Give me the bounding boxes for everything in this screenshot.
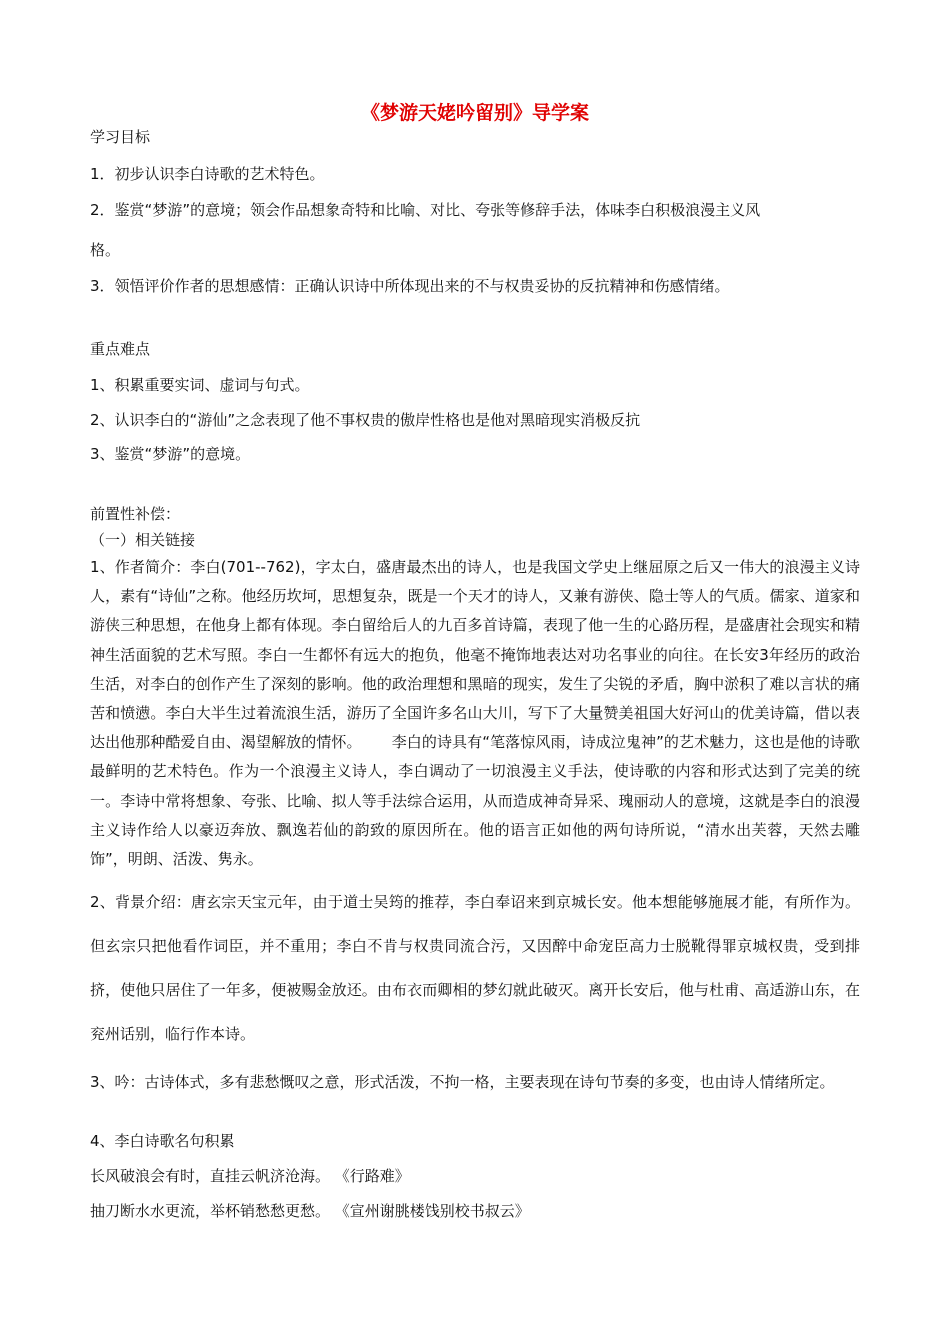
quote-1: 长风破浪会有时，直挂云帆济沧海。 《行路难》: [90, 1167, 410, 1185]
preview-subheading: （一）相关链接: [90, 531, 196, 549]
quote-2: 抽刀断水水更流，举杯销愁愁更愁。 《宣州谢朓楼饯别校书叔云》: [90, 1202, 530, 1220]
background-paragraph: 2、背景介绍：唐玄宗天宝元年，由于道士吴筠的推荐，李白奉诏来到京城长安。他本想能够施展才能，有所作为。但玄宗只把他看作词臣，并不重用；李白不肯与权贵同流合污，又因醉中命宠臣高力士脱靴得罪京城权贵，受到排挤，使他只居住了一年多，便被赐金放还。由布衣而卿相的梦幻就此破灭。离开长安后，他与杜甫、高适游山东，在兖州话别，临行作本诗。: [90, 893, 860, 1043]
goals-heading: 学习目标: [90, 128, 151, 146]
author-intro-paragraph: [90, 553, 860, 874]
key-point-1: 1、积累重要实词、虚词与句式。: [90, 376, 310, 394]
goal-item-1: 1．初步认识李白诗歌的艺术特色。: [90, 165, 325, 183]
yin-paragraph: 3、吟：古诗体式，多有悲愁慨叹之意，形式活泼，不拘一格，主要表现在诗句节奏的多变，也由诗人情绪所定。: [90, 1073, 835, 1091]
author-intro-text-1: 1、作者简介：李白(701--762)，字太白，盛唐最杰出的诗人，也是我国文学史上继屈原之后又一伟大的浪漫主义诗人，素有“诗仙”之称。他经历坎坷，思想复杂，既是一个天才的诗人，又兼有游侠、隐士等人的气质。儒家、道家和游侠三种思想，在他身上都有体现。李白留给后人的九百多首诗篇，表现了他一生的心路历程，是盛唐社会现实和精神生活面貌的艺术写照。李白一生都怀有远大的抱负，他毫不掩饰地表达对功名事业的向往。在长安3年经历的政治生活，对李白的创作产生了深刻的影响。他的政治理想和黑暗的现实，发生了尖锐的矛盾，胸中淤积了难以言状的痛苦和愤懑。李白大半生过着流浪生活，游历了全国许多名山大川，写下了大量赞美祖国大好河山的优美诗篇，借以表达出他那种酷爱自由、渴望解放的情怀。: [90, 558, 860, 752]
goal-item-2: 2．鉴赏“梦游”的意境；领会作品想象奇特和比喻、对比、夸张等修辞手法，体味李白积极浪漫主义风: [90, 201, 761, 219]
key-points-heading: 重点难点: [90, 340, 151, 358]
preview-heading: 前置性补偿：: [90, 505, 181, 523]
goal-item-3: 3．领悟评价作者的思想感情：正确认识诗中所体现出来的不与权贵妥协的反抗精神和伤感情绪。: [90, 277, 730, 295]
key-point-2: 2、认识李白的“游仙”之念表现了他不事权贵的傲岸性格也是他对黑暗现实消极反抗: [90, 411, 641, 429]
author-intro-text-2: 李白的诗具有“笔落惊风雨，诗成泣鬼神”的艺术魅力，这也是他的诗歌最鲜明的艺术特色。作为一个浪漫主义诗人，李白调动了一切浪漫主义手法，使诗歌的内容和形式达到了完美的统一。李诗中常将想象、夸张、比喻、拟人等手法综合运用，从而造成神奇异采、瑰丽动人的意境，这就是李白的浪漫主义诗作给人以豪迈奔放、飘逸若仙的韵致的原因所在。他的语言正如他的两句诗所说，“清水出芙蓉，天然去雕饰”，明朗、活泼、隽永。: [90, 733, 860, 869]
document-title: 《梦游天姥吟留别》导学案: [360, 102, 589, 124]
quotes-heading: 4、李白诗歌名句积累: [90, 1132, 235, 1150]
key-point-3: 3、鉴赏“梦游”的意境。: [90, 445, 251, 463]
goal-item-2-cont: 格。: [90, 241, 121, 259]
